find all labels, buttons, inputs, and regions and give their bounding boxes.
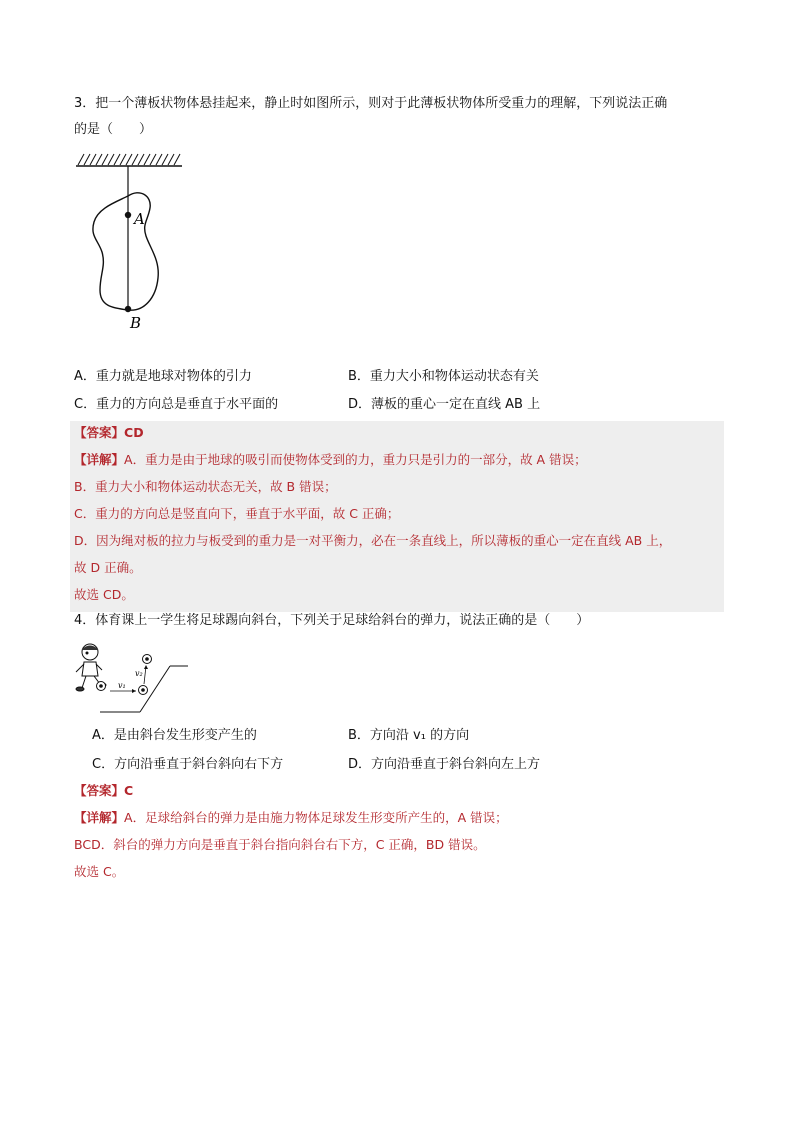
label-a: A bbox=[134, 210, 145, 228]
q4-option-d[interactable]: D．方向沿垂直于斜台斜向左上方 bbox=[348, 757, 541, 772]
q4-detail-tag: 【详解】 bbox=[74, 810, 125, 825]
q3-conclusion: 故选 CD。 bbox=[74, 587, 134, 602]
q3-option-c[interactable]: C．重力的方向总是垂直于水平面的 bbox=[74, 397, 279, 412]
q4-conclusion: 故选 C。 bbox=[74, 864, 125, 879]
plate-outline bbox=[93, 193, 158, 310]
kick-incline-figure bbox=[70, 640, 195, 720]
label-b: B bbox=[130, 314, 142, 332]
label-v1: v₁ bbox=[118, 681, 126, 690]
q3-answer-tag: 【答案】 bbox=[74, 425, 125, 440]
q3-detail-line-5: 故 D 正确。 bbox=[74, 560, 142, 575]
q3-detail-line-2: B．重力大小和物体运动状态无关，故 B 错误； bbox=[74, 479, 337, 494]
q3-detail-text-1: A．重力是由于地球的吸引而使物体受到的力，重力只是引力的一部分，故 A 错误； bbox=[124, 452, 587, 467]
q3-option-d[interactable]: D．薄板的重心一定在直线 AB 上 bbox=[348, 397, 541, 412]
q4-option-c[interactable]: C．方向沿垂直于斜台斜向右下方 bbox=[92, 757, 284, 772]
q3-stem-line1: 3．把一个薄板状物体悬挂起来，静止时如图所示，则对于此薄板状物体所受重力的理解，下列说法正确 bbox=[74, 96, 668, 111]
hanging-plate-figure bbox=[70, 148, 190, 338]
q4-option-b[interactable]: B．方向沿 v₁ 的方向 bbox=[348, 728, 470, 743]
q3-answer-value: CD bbox=[124, 425, 144, 440]
q3-detail-line-4: D．因为绳对板的拉力与板受到的重力是一对平衡力，必在一条直线上，所以薄板的重心一定在直线 AB 上， bbox=[74, 533, 672, 548]
q3-detail-line-3: C．重力的方向总是竖直向下，垂直于水平面，故 C 正确； bbox=[74, 506, 400, 521]
q4-answer-value: C bbox=[124, 783, 134, 798]
q4-detail-text-1: A．足球给斜台的弹力是由施力物体足球发生形变所产生的，A 错误； bbox=[124, 810, 508, 825]
q3-answer-line bbox=[74, 423, 144, 443]
q4-answer-tag: 【答案】 bbox=[74, 783, 125, 798]
q4-stem: 4．体育课上一学生将足球踢向斜台，下列关于足球给斜台的弹力，说法正确的是（ ） bbox=[74, 613, 590, 628]
point-a bbox=[125, 212, 131, 218]
q4-option-a[interactable]: A．是由斜台发生形变产生的 bbox=[92, 728, 257, 743]
q4-detail-line-2: BCD．斜台的弹力方向是垂直于斜台指向斜台右下方，C 正确，BD 错误。 bbox=[74, 837, 486, 852]
label-v2: v₂ bbox=[135, 669, 143, 678]
q3-option-a[interactable]: A．重力就是地球对物体的引力 bbox=[74, 369, 252, 384]
ceiling-hatch bbox=[78, 154, 180, 165]
q3-detail-line-1 bbox=[74, 450, 587, 470]
point-b bbox=[125, 306, 131, 312]
q4-detail-line-1 bbox=[74, 808, 508, 828]
q3-stem-line2: 的是（ ） bbox=[74, 122, 153, 137]
q4-answer-line bbox=[74, 781, 133, 801]
q3-option-b[interactable]: B．重力大小和物体运动状态有关 bbox=[348, 369, 539, 384]
q3-detail-tag: 【详解】 bbox=[74, 452, 125, 467]
